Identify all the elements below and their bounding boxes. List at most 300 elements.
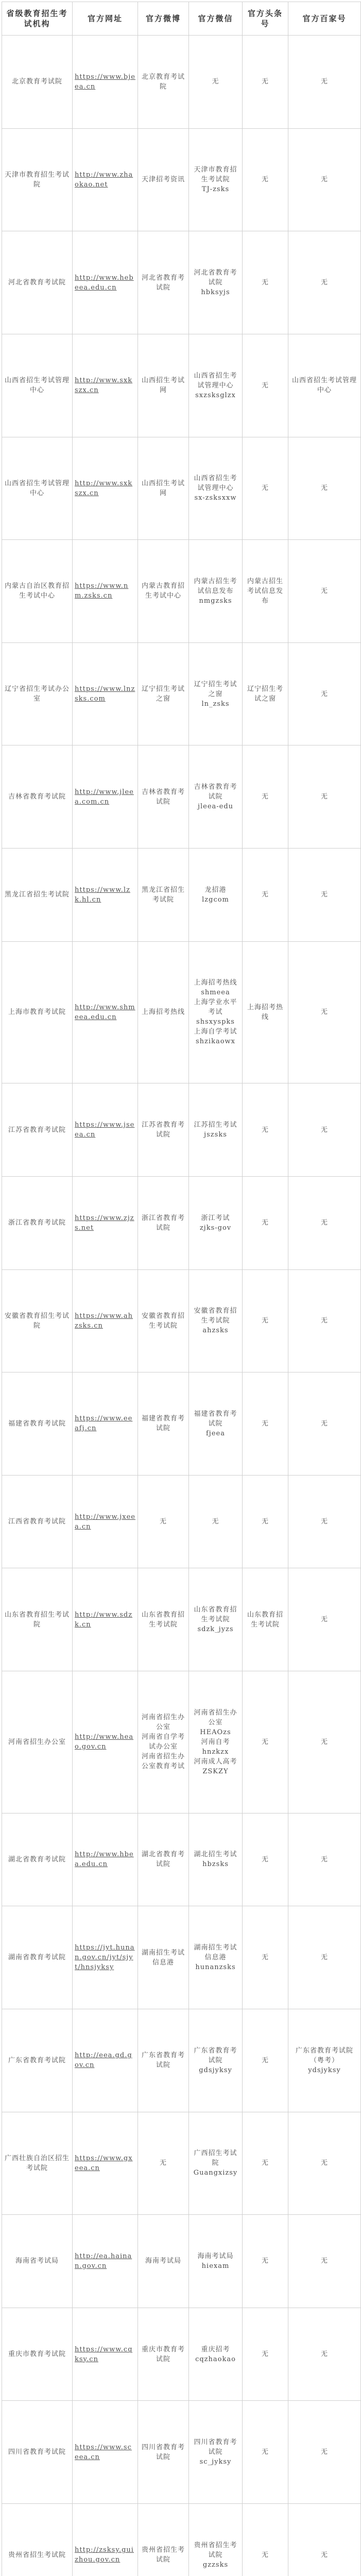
- toutiao-cell-line: 无: [261, 1317, 269, 1325]
- baijiahao-cell-line: 无: [320, 1219, 328, 1227]
- weibo-cell-line: 山西招生考试网: [141, 377, 185, 395]
- toutiao-cell: [243, 2009, 288, 2112]
- header-agency: 省级教育招生考试机构: [2, 2, 73, 36]
- weixin-cell-line: 四川省教育考试院: [194, 2438, 237, 2456]
- website-link-line: http://zsksy.guizhou.gov.cn: [75, 2546, 134, 2564]
- baijiahao-cell-line: 山西省招生考试管理中心: [291, 377, 357, 395]
- weixin-cell-line: hbzsks: [202, 1860, 229, 1869]
- table-row: [2, 2112, 361, 2215]
- agency-name-cell: [2, 642, 73, 745]
- table-row: [2, 642, 361, 745]
- website-link-line: https://www.jseea.cn: [75, 1121, 135, 1139]
- toutiao-cell: [243, 231, 288, 334]
- table-row: [2, 1372, 361, 1476]
- baijiahao-cell-line: 无: [320, 793, 328, 801]
- agency-name-cell-line: 四川省教育考试院: [8, 2448, 66, 2456]
- header-row: [2, 2, 361, 36]
- weibo-cell: [138, 334, 189, 437]
- table-row: [2, 1906, 361, 2009]
- website-link[interactable]: [73, 36, 138, 129]
- weibo-cell: [138, 1269, 189, 1372]
- website-link-line: https://www.gxeea.cn: [75, 2154, 133, 2172]
- table-row: [2, 2215, 361, 2308]
- baijiahao-cell-line: 无: [320, 1317, 328, 1325]
- table-row: [2, 2504, 361, 2576]
- weixin-cell: [189, 540, 243, 643]
- baijiahao-cell-line: 无: [320, 1419, 328, 1428]
- baijiahao-cell-line: 无: [320, 587, 328, 595]
- baijiahao-cell-line: 无: [320, 1954, 328, 1962]
- weibo-cell-line: 浙江省教育考试院: [141, 1214, 185, 1232]
- toutiao-cell-line: 无: [261, 381, 269, 389]
- weibo-cell-line: 广东省教育考试院: [141, 2052, 185, 2070]
- weixin-cell: [189, 849, 243, 942]
- weibo-cell: [138, 849, 189, 942]
- weixin-cell-line: 山东省教育招生考试院: [194, 1606, 237, 1624]
- weixin-cell: [189, 2112, 243, 2215]
- toutiao-cell: [243, 2401, 288, 2504]
- website-link[interactable]: [73, 1671, 138, 1814]
- website-link-line: http://ea.hainan.gov.cn: [75, 2252, 132, 2270]
- website-link-line: http://www.hebeea.edu.cn: [75, 274, 134, 292]
- agency-name-cell-line: 安徽省教育招生考试院: [4, 1312, 70, 1330]
- weixin-cell: [189, 1269, 243, 1372]
- agency-name-cell-line: 湖南省教育考试院: [8, 1954, 66, 1962]
- table-row: [2, 2401, 361, 2504]
- weixin-cell-line: 上海学业水平考试: [194, 998, 237, 1016]
- baijiahao-cell: [288, 1813, 361, 1906]
- weixin-cell: [189, 437, 243, 540]
- website-link[interactable]: [73, 849, 138, 942]
- agency-name-cell: [2, 2215, 73, 2308]
- toutiao-cell: [243, 128, 288, 231]
- toutiao-cell-line: 上海招考热线: [247, 1003, 283, 1021]
- toutiao-cell: [243, 1568, 288, 1671]
- weixin-cell: [189, 2308, 243, 2401]
- website-link[interactable]: [73, 1475, 138, 1568]
- website-link[interactable]: [73, 1176, 138, 1269]
- baijiahao-cell: [288, 540, 361, 643]
- header-weixin: 官方微信: [189, 2, 243, 36]
- toutiao-cell-line: 无: [261, 279, 269, 287]
- table-row: [2, 231, 361, 334]
- weixin-cell-line: shmeea: [201, 989, 230, 997]
- website-link-line: http://www.shmeea.edu.cn: [75, 1003, 135, 1021]
- agency-name-cell-line: 上海市教育考试院: [8, 1008, 66, 1016]
- website-link-line: http://www.hbea.edu.cn: [75, 1851, 134, 1869]
- weibo-cell: [138, 36, 189, 129]
- baijiahao-cell: [288, 849, 361, 942]
- website-link-line: http://eea.gd.gov.cn: [75, 2052, 132, 2070]
- table-row: [2, 1568, 361, 1671]
- weibo-cell-line: 重庆市教育考试院: [141, 2345, 185, 2363]
- toutiao-cell: [243, 2215, 288, 2308]
- weixin-cell: [189, 128, 243, 231]
- weixin-cell-line: 河南成人高考: [194, 1757, 237, 1766]
- baijiahao-cell: [288, 2504, 361, 2576]
- weixin-cell-line: sxzsksglzx: [195, 391, 236, 399]
- baijiahao-cell: [288, 1083, 361, 1177]
- weibo-cell: [138, 128, 189, 231]
- table-row: [2, 1475, 361, 1568]
- weibo-cell: [138, 642, 189, 745]
- weixin-cell-line: 河南省招生办公室: [194, 1708, 237, 1726]
- agency-name-cell-line: 广东省教育考试院: [8, 2056, 66, 2064]
- baijiahao-cell: [288, 128, 361, 231]
- toutiao-cell-line: 无: [261, 2350, 269, 2359]
- weibo-cell-line: 无: [159, 2159, 167, 2167]
- toutiao-cell: [243, 437, 288, 540]
- baijiahao-cell: [288, 1475, 361, 1568]
- agency-name-cell-line: 重庆市教育考试院: [8, 2350, 66, 2359]
- baijiahao-cell: [288, 745, 361, 849]
- website-link[interactable]: [73, 334, 138, 437]
- weibo-cell-line: 上海招考热线: [141, 1008, 185, 1016]
- toutiao-cell: [243, 1176, 288, 1269]
- agency-name-cell-line: 湖北省教育考试院: [8, 1855, 66, 1863]
- weixin-cell-line: 贵州省招生考试院: [194, 2541, 237, 2559]
- weibo-cell-line: 安徽省教育招生考试院: [141, 1312, 185, 1330]
- toutiao-cell-line: 无: [261, 2159, 269, 2167]
- header-weibo: 官方微博: [138, 2, 189, 36]
- agency-name-cell-line: 江苏省教育考试院: [8, 1126, 66, 1134]
- website-link[interactable]: [73, 642, 138, 745]
- weixin-cell-line: 福建省教育考试院: [194, 1410, 237, 1428]
- website-link[interactable]: [73, 540, 138, 643]
- header-baijiahao: 官方百家号: [288, 2, 361, 36]
- table-row: [2, 2308, 361, 2401]
- website-link[interactable]: [73, 1083, 138, 1177]
- website-link[interactable]: [73, 1372, 138, 1476]
- weibo-cell: [138, 1475, 189, 1568]
- baijiahao-cell: [288, 2009, 361, 2112]
- baijiahao-cell: [288, 334, 361, 437]
- baijiahao-cell: [288, 437, 361, 540]
- baijiahao-cell: [288, 1671, 361, 1814]
- website-link-line: https://www.lzk.hl.cn: [75, 886, 130, 904]
- agency-name-cell: [2, 1176, 73, 1269]
- weixin-cell: [189, 1671, 243, 1814]
- agency-name-cell-line: 吉林省教育考试院: [8, 793, 66, 801]
- weixin-cell-line: 海南考试局: [197, 2252, 234, 2260]
- baijiahao-cell: [288, 36, 361, 129]
- baijiahao-cell-line: 无: [320, 690, 328, 698]
- weixin-cell-line: sdzk_jyzs: [197, 1625, 234, 1634]
- agency-name-cell-line: 山西省招生考试管理中心: [4, 479, 70, 497]
- baijiahao-cell: [288, 642, 361, 745]
- weixin-cell-line: 吉林省教育考试院: [194, 783, 237, 801]
- website-link[interactable]: [73, 2112, 138, 2215]
- table-body: [2, 36, 361, 2576]
- baijiahao-cell-line: 无: [320, 2257, 328, 2265]
- agency-name-cell: [2, 1475, 73, 1568]
- baijiahao-cell-line: 无: [320, 891, 328, 899]
- website-link[interactable]: [73, 128, 138, 231]
- website-link[interactable]: [73, 2504, 138, 2576]
- table-row: [2, 941, 361, 1083]
- toutiao-cell: [243, 849, 288, 942]
- agency-name-cell: [2, 1568, 73, 1671]
- weibo-cell: [138, 2215, 189, 2308]
- toutiao-cell-line: 无: [261, 1419, 269, 1428]
- agency-name-cell: [2, 1372, 73, 1476]
- toutiao-cell-line: 无: [261, 176, 269, 184]
- website-link-line: https://www.nm.zsks.cn: [75, 582, 129, 600]
- agency-name-cell-line: 福建省教育考试院: [8, 1419, 66, 1428]
- weibo-cell: [138, 941, 189, 1083]
- baijiahao-cell-line: 无: [320, 1126, 328, 1134]
- weixin-cell: [189, 36, 243, 129]
- agency-name-cell-line: 贵州省招生考试院: [8, 2551, 66, 2559]
- website-link-line: http://www.sdzk.cn: [75, 1611, 133, 1629]
- header-toutiao: 官方头条号: [243, 2, 288, 36]
- baijiahao-cell: [288, 1906, 361, 2009]
- toutiao-cell-line: 无: [261, 891, 269, 899]
- baijiahao-cell-line: 无: [320, 1855, 328, 1863]
- weixin-cell: [189, 1372, 243, 1476]
- baijiahao-cell-line: 无: [320, 1616, 328, 1624]
- agency-name-cell: [2, 36, 73, 129]
- agency-name-cell-line: 浙江省教育考试院: [8, 1219, 66, 1227]
- weixin-cell-line: gdsjyksy: [199, 2066, 232, 2074]
- weibo-cell-line: 河南省招生办公室: [141, 1714, 185, 1732]
- agency-name-cell: [2, 2504, 73, 2576]
- weibo-cell: [138, 1083, 189, 1177]
- toutiao-cell-line: 无: [261, 2056, 269, 2064]
- website-link[interactable]: [73, 2401, 138, 2504]
- table-row: [2, 1813, 361, 1906]
- weixin-cell: [189, 1176, 243, 1269]
- table-row: [2, 36, 361, 129]
- toutiao-cell-line: 无: [261, 1219, 269, 1227]
- weixin-cell-line: 江苏招生考试: [194, 1121, 237, 1129]
- toutiao-cell-line: 无: [261, 2448, 269, 2456]
- website-link[interactable]: [73, 1813, 138, 1906]
- baijiahao-cell-line: 无: [320, 2551, 328, 2559]
- website-link-line: https://www.cqksy.cn: [75, 2345, 133, 2363]
- toutiao-cell: [243, 642, 288, 745]
- website-link[interactable]: [73, 231, 138, 334]
- agency-name-cell-line: 黑龙江省招生考试院: [4, 891, 70, 899]
- weixin-cell-line: ZSKZY: [202, 1767, 229, 1775]
- agency-name-cell: [2, 128, 73, 231]
- weixin-cell-line: shzikaowx: [196, 1038, 235, 1046]
- weibo-cell-line: 四川省教育考试院: [141, 2443, 185, 2461]
- agency-name-cell-line: 山西省招生考试管理中心: [4, 377, 70, 395]
- baijiahao-cell: [288, 2215, 361, 2308]
- agency-name-cell: [2, 2112, 73, 2215]
- website-link[interactable]: [73, 2215, 138, 2308]
- weixin-cell-line: 浙江考试: [201, 1214, 230, 1222]
- website-link[interactable]: [73, 941, 138, 1083]
- baijiahao-cell-line: 无: [320, 176, 328, 184]
- agency-name-cell-line: 辽宁省招生考试办公室: [4, 685, 70, 703]
- weixin-cell-line: 内蒙古招生考试信息发布: [194, 577, 237, 595]
- website-link-line: https://www.lnzsks.com: [75, 685, 135, 703]
- weibo-cell-line: 北京教育考试院: [141, 73, 185, 91]
- weixin-cell-line: gzzsks: [202, 2561, 229, 2569]
- toutiao-cell: [243, 2504, 288, 2576]
- baijiahao-cell: [288, 2112, 361, 2215]
- weibo-cell: [138, 1176, 189, 1269]
- weixin-cell-line: shsxyspks: [196, 1018, 235, 1026]
- weibo-cell: [138, 2401, 189, 2504]
- weibo-cell-line: 贵州省招生考试院: [141, 2546, 185, 2564]
- toutiao-cell-line: 无: [261, 1126, 269, 1134]
- weixin-cell-line: 龙招港: [204, 886, 227, 894]
- agency-name-cell: [2, 1671, 73, 1814]
- agency-name-cell-line: 广西壮族自治区招生考试院: [4, 2154, 70, 2172]
- weibo-cell-line: 天津招考资讯: [141, 176, 185, 184]
- weixin-cell-line: sc_jyksy: [199, 2458, 232, 2466]
- weibo-cell-line: 山东省教育招生考试院: [141, 1611, 185, 1629]
- website-link-line: https://www.ahzsks.cn: [75, 1312, 133, 1330]
- weixin-cell-line: fjeea: [206, 1429, 225, 1437]
- weibo-cell: [138, 1372, 189, 1476]
- baijiahao-cell-line: 无: [320, 2350, 328, 2359]
- weixin-cell-line: zjks-gov: [199, 1224, 232, 1232]
- weixin-cell: [189, 1906, 243, 2009]
- weixin-cell-line: 河北省教育考试院: [194, 269, 237, 287]
- toutiao-cell: [243, 745, 288, 849]
- website-link[interactable]: [73, 1906, 138, 2009]
- baijiahao-cell-line: 无: [320, 2159, 328, 2167]
- weibo-cell: [138, 745, 189, 849]
- website-link[interactable]: [73, 1568, 138, 1671]
- toutiao-cell: [243, 2308, 288, 2401]
- baijiahao-cell: [288, 1176, 361, 1269]
- agency-name-cell: [2, 2009, 73, 2112]
- table-row: [2, 745, 361, 849]
- toutiao-cell: [243, 334, 288, 437]
- weibo-cell: [138, 2504, 189, 2576]
- weixin-cell: [189, 1568, 243, 1671]
- website-link-line: http://www.sxkszx.cn: [75, 479, 133, 497]
- weixin-cell-line: jleea-edu: [197, 803, 234, 811]
- website-link[interactable]: [73, 745, 138, 849]
- weixin-cell: [189, 334, 243, 437]
- baijiahao-cell-line: 无: [320, 78, 328, 86]
- weibo-cell-line: 黑龙江省招生考试院: [141, 886, 185, 904]
- website-link-line: http://www.jxeea.cn: [75, 1513, 136, 1531]
- weixin-cell-line: lzgcom: [202, 895, 229, 904]
- weibo-cell: [138, 437, 189, 540]
- weixin-cell-line: hiexam: [201, 2262, 230, 2270]
- website-link-line: https://jyt.hunan.gov.cn/jyt/sjyt/hnsjyksy: [75, 1944, 135, 1972]
- toutiao-cell: [243, 1372, 288, 1476]
- weixin-cell-line: 安徽省教育招生考试院: [194, 1307, 237, 1325]
- toutiao-cell: [243, 1813, 288, 1906]
- weixin-cell-line: 无: [212, 78, 219, 86]
- toutiao-cell-line: 无: [261, 2257, 269, 2265]
- weixin-cell-line: 山西省招生考试管理中心: [194, 371, 237, 389]
- baijiahao-cell-line: 无: [320, 1008, 328, 1016]
- weibo-cell: [138, 2308, 189, 2401]
- agency-name-cell: [2, 2308, 73, 2401]
- weixin-cell-line: 湖北招生考试: [194, 1851, 237, 1859]
- weibo-cell-line: 山西招生考试网: [141, 479, 185, 497]
- table-row: [2, 128, 361, 231]
- weixin-cell-line: 山西省招生考试管理中心: [194, 474, 237, 493]
- table-row: [2, 1083, 361, 1177]
- baijiahao-cell: [288, 1269, 361, 1372]
- agency-name-cell: [2, 745, 73, 849]
- website-link-line: https://www.bjeea.cn: [75, 73, 135, 91]
- baijiahao-cell-line: 广东省教育考试院（粤考）: [295, 2046, 353, 2064]
- agency-name-cell-line: 河南省招生办公室: [8, 1738, 66, 1746]
- website-link[interactable]: [73, 2308, 138, 2401]
- agency-name-cell: [2, 334, 73, 437]
- table-row: [2, 334, 361, 437]
- agency-name-cell-line: 天津市教育招生考试院: [4, 171, 70, 189]
- weixin-cell: [189, 2504, 243, 2576]
- agency-name-cell: [2, 2401, 73, 2504]
- toutiao-cell: [243, 1906, 288, 2009]
- weibo-cell-line: 河南省自学考试办公室: [141, 1733, 185, 1751]
- weixin-cell: [189, 941, 243, 1083]
- website-link-line: http://www.jleea.com.cn: [75, 788, 134, 806]
- website-link[interactable]: [73, 437, 138, 540]
- weixin-cell-line: ahzsks: [202, 1327, 229, 1335]
- weixin-cell-line: hnzkzx: [202, 1748, 229, 1756]
- agency-name-cell-line: 山东省教育招生考试院: [4, 1611, 70, 1629]
- agency-name-cell: [2, 437, 73, 540]
- weixin-cell-line: 河南自考: [201, 1738, 230, 1746]
- table-row: [2, 849, 361, 942]
- agency-name-cell: [2, 1269, 73, 1372]
- website-link[interactable]: [73, 2009, 138, 2112]
- weibo-cell-line: 无: [159, 1518, 167, 1526]
- weibo-cell: [138, 1671, 189, 1814]
- baijiahao-cell: [288, 1568, 361, 1671]
- weixin-cell-line: TJ-zsks: [201, 185, 230, 194]
- weibo-cell: [138, 1906, 189, 2009]
- weixin-cell-line: 天津市教育招生考试院: [194, 166, 237, 184]
- baijiahao-cell: [288, 2401, 361, 2504]
- weibo-cell-line: 吉林省教育考试院: [141, 788, 185, 806]
- toutiao-cell-line: 无: [261, 1518, 269, 1526]
- weibo-cell-line: 江苏省教育考试院: [141, 1121, 185, 1139]
- weixin-cell-line: 重庆招考: [201, 2345, 230, 2353]
- baijiahao-cell-line: 无: [320, 1518, 328, 1526]
- agency-name-cell: [2, 231, 73, 334]
- weibo-cell-line: 福建省教育考试院: [141, 1415, 185, 1433]
- website-link[interactable]: [73, 1269, 138, 1372]
- weixin-cell-line: 辽宁招生考试之窗: [194, 680, 237, 698]
- baijiahao-cell: [288, 2308, 361, 2401]
- toutiao-cell: [243, 36, 288, 129]
- weixin-cell: [189, 745, 243, 849]
- toutiao-cell-line: 无: [261, 1738, 269, 1746]
- weixin-cell-line: HEAOzs: [200, 1728, 231, 1736]
- baijiahao-cell: [288, 1372, 361, 1476]
- baijiahao-cell: [288, 941, 361, 1083]
- toutiao-cell-line: 无: [261, 1954, 269, 1962]
- weixin-cell: [189, 2215, 243, 2308]
- table-row: [2, 437, 361, 540]
- baijiahao-cell-line: 无: [320, 279, 328, 287]
- table-row: [2, 2009, 361, 2112]
- weixin-cell-line: sx-zsksxxw: [194, 494, 237, 502]
- weixin-cell: [189, 1475, 243, 1568]
- agency-name-cell-line: 江西省教育考试院: [8, 1518, 66, 1526]
- weibo-cell-line: 海南考试局: [145, 2257, 181, 2265]
- website-link-line: https://www.zjzs.net: [75, 1214, 134, 1232]
- exam-authority-table: [2, 2, 361, 2576]
- weibo-cell-line: 河南省招生办公室教育考试: [141, 1753, 185, 1771]
- website-link-line: http://www.heao.gov.cn: [75, 1733, 134, 1751]
- agency-name-cell-line: 北京教育考试院: [11, 78, 62, 86]
